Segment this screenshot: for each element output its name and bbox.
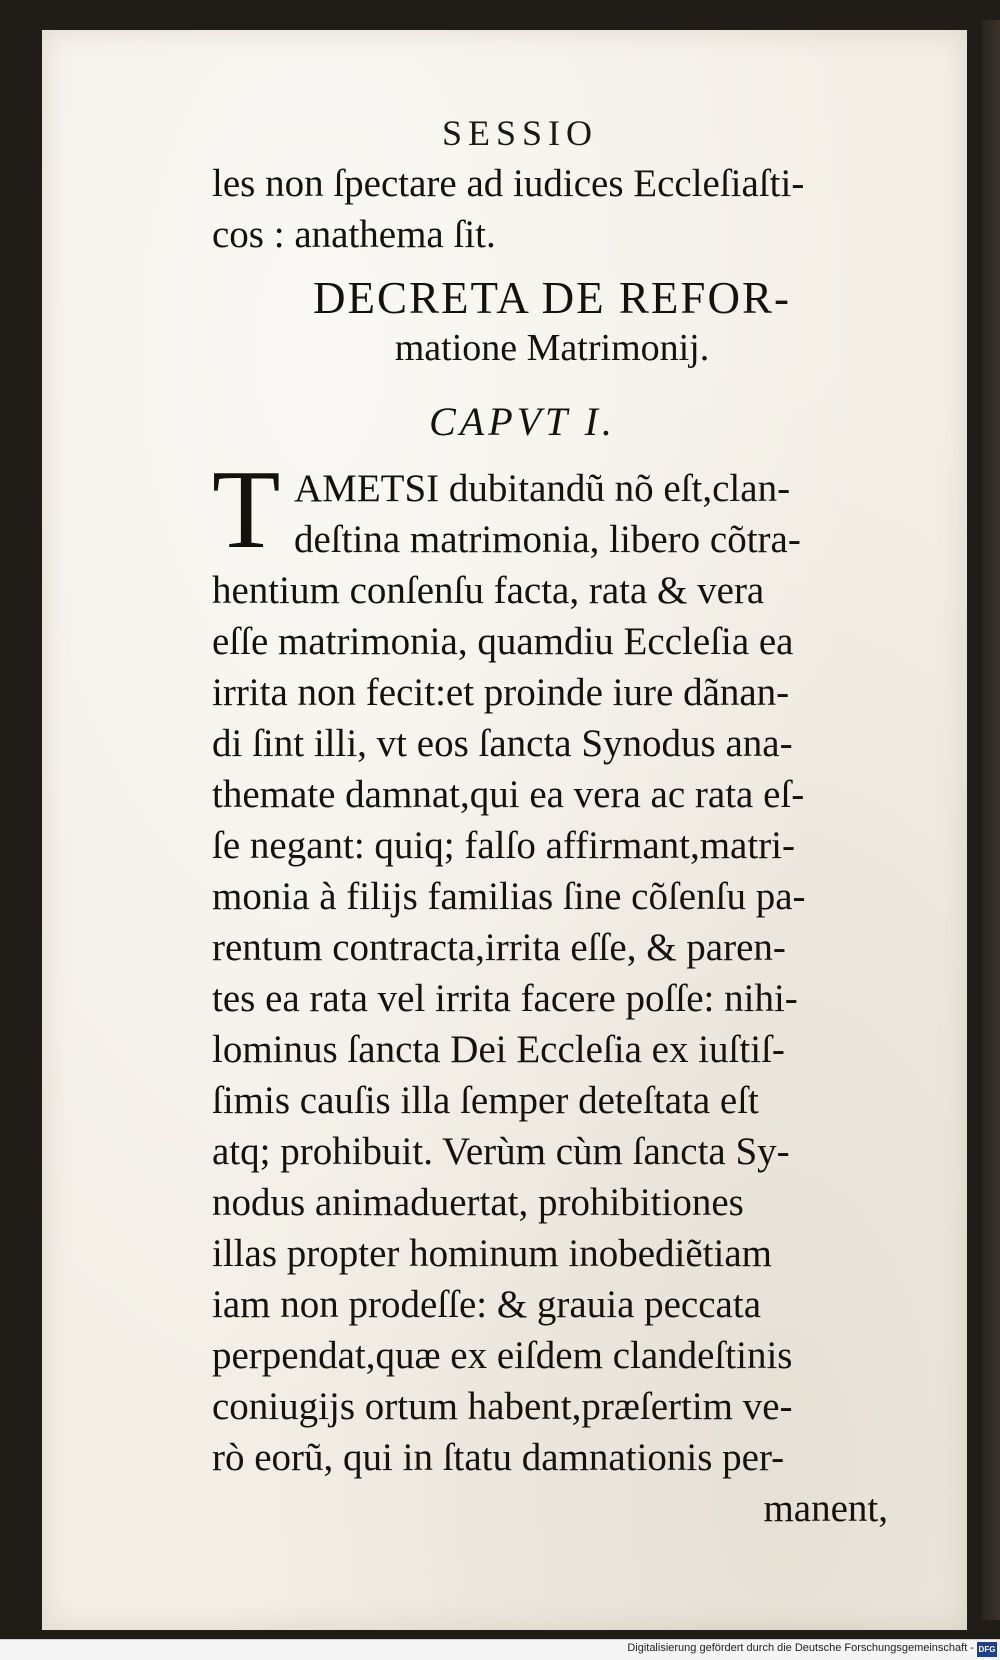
text-line: lominus ſancta Dei Eccleſia ex iuſtiſ- <box>212 1028 785 1071</box>
text-line: nodus animaduertat, prohibitiones <box>212 1181 744 1224</box>
text-line: rò eorũ, qui in ſtatu damnationis per- <box>212 1436 785 1479</box>
body-paragraph <box>212 463 888 1534</box>
text-line: rentum contracta,irrita eſſe, & paren- <box>212 926 786 969</box>
text-line: di ſint illi, vt eos ſancta Synodus ana- <box>212 722 793 765</box>
chapter-heading: CAPVT I. <box>429 399 616 444</box>
text-line: coniugijs ortum habent,præſertim ve- <box>212 1385 793 1428</box>
text-line: les non ſpectare ad iudices Eccleſiaſti- <box>212 162 805 205</box>
text-line: manent, <box>763 1487 888 1530</box>
drop-cap: T <box>212 448 281 572</box>
decree-title-line-2: matione Matrimonij. <box>394 327 710 369</box>
dfg-logo: DFG <box>977 1642 997 1657</box>
text-line: hentium conſenſu facta, rata & vera <box>212 569 765 612</box>
text-line: atq; prohibuit. Verùm cùm ſancta Sy- <box>212 1130 790 1173</box>
text-line: illas propter hominum inobediẽtiam <box>212 1232 772 1275</box>
footer-bar <box>0 1639 1000 1660</box>
text-line: ſimis cauſis illa ſemper deteſtata eſt <box>212 1079 759 1122</box>
funding-credit: Digitalisierung gefördert durch die Deutsche Forschungsgemeinschaft - <box>627 1642 974 1654</box>
text-line: eſſe matrimonia, quamdiu Eccleſia ea <box>212 620 794 663</box>
text-line: deſtina matrimonia, libero cõtra- <box>294 518 801 561</box>
text-line: cos : anathema ſit. <box>212 213 496 256</box>
text-line: themate damnat,qui ea vera ac rata eſ- <box>212 773 805 816</box>
text-line: irrita non fecit:et proinde iure dãnan- <box>212 671 790 714</box>
text-line: tes ea rata vel irrita facere poſſe: nihi- <box>212 977 798 1020</box>
text-line: ſe negant: quiq; falſo affirmant,matri- <box>212 824 796 867</box>
decree-title-line-1: DECRETA DE REFOR- <box>313 273 791 323</box>
text-line: AMETSI dubitandũ nõ eſt,clan- <box>294 467 791 510</box>
text-line: perpendat,quæ ex eiſdem clandeſtinis <box>212 1334 793 1377</box>
book-edge <box>982 20 1000 1620</box>
decree-title <box>222 272 882 370</box>
text-line: monia à filijs familias ſine cõſenſu pa- <box>212 875 806 918</box>
intro-paragraph <box>212 158 888 260</box>
running-head: SESSIO <box>441 113 599 153</box>
text-line: iam non prodeſſe: & grauia peccata <box>212 1283 762 1326</box>
